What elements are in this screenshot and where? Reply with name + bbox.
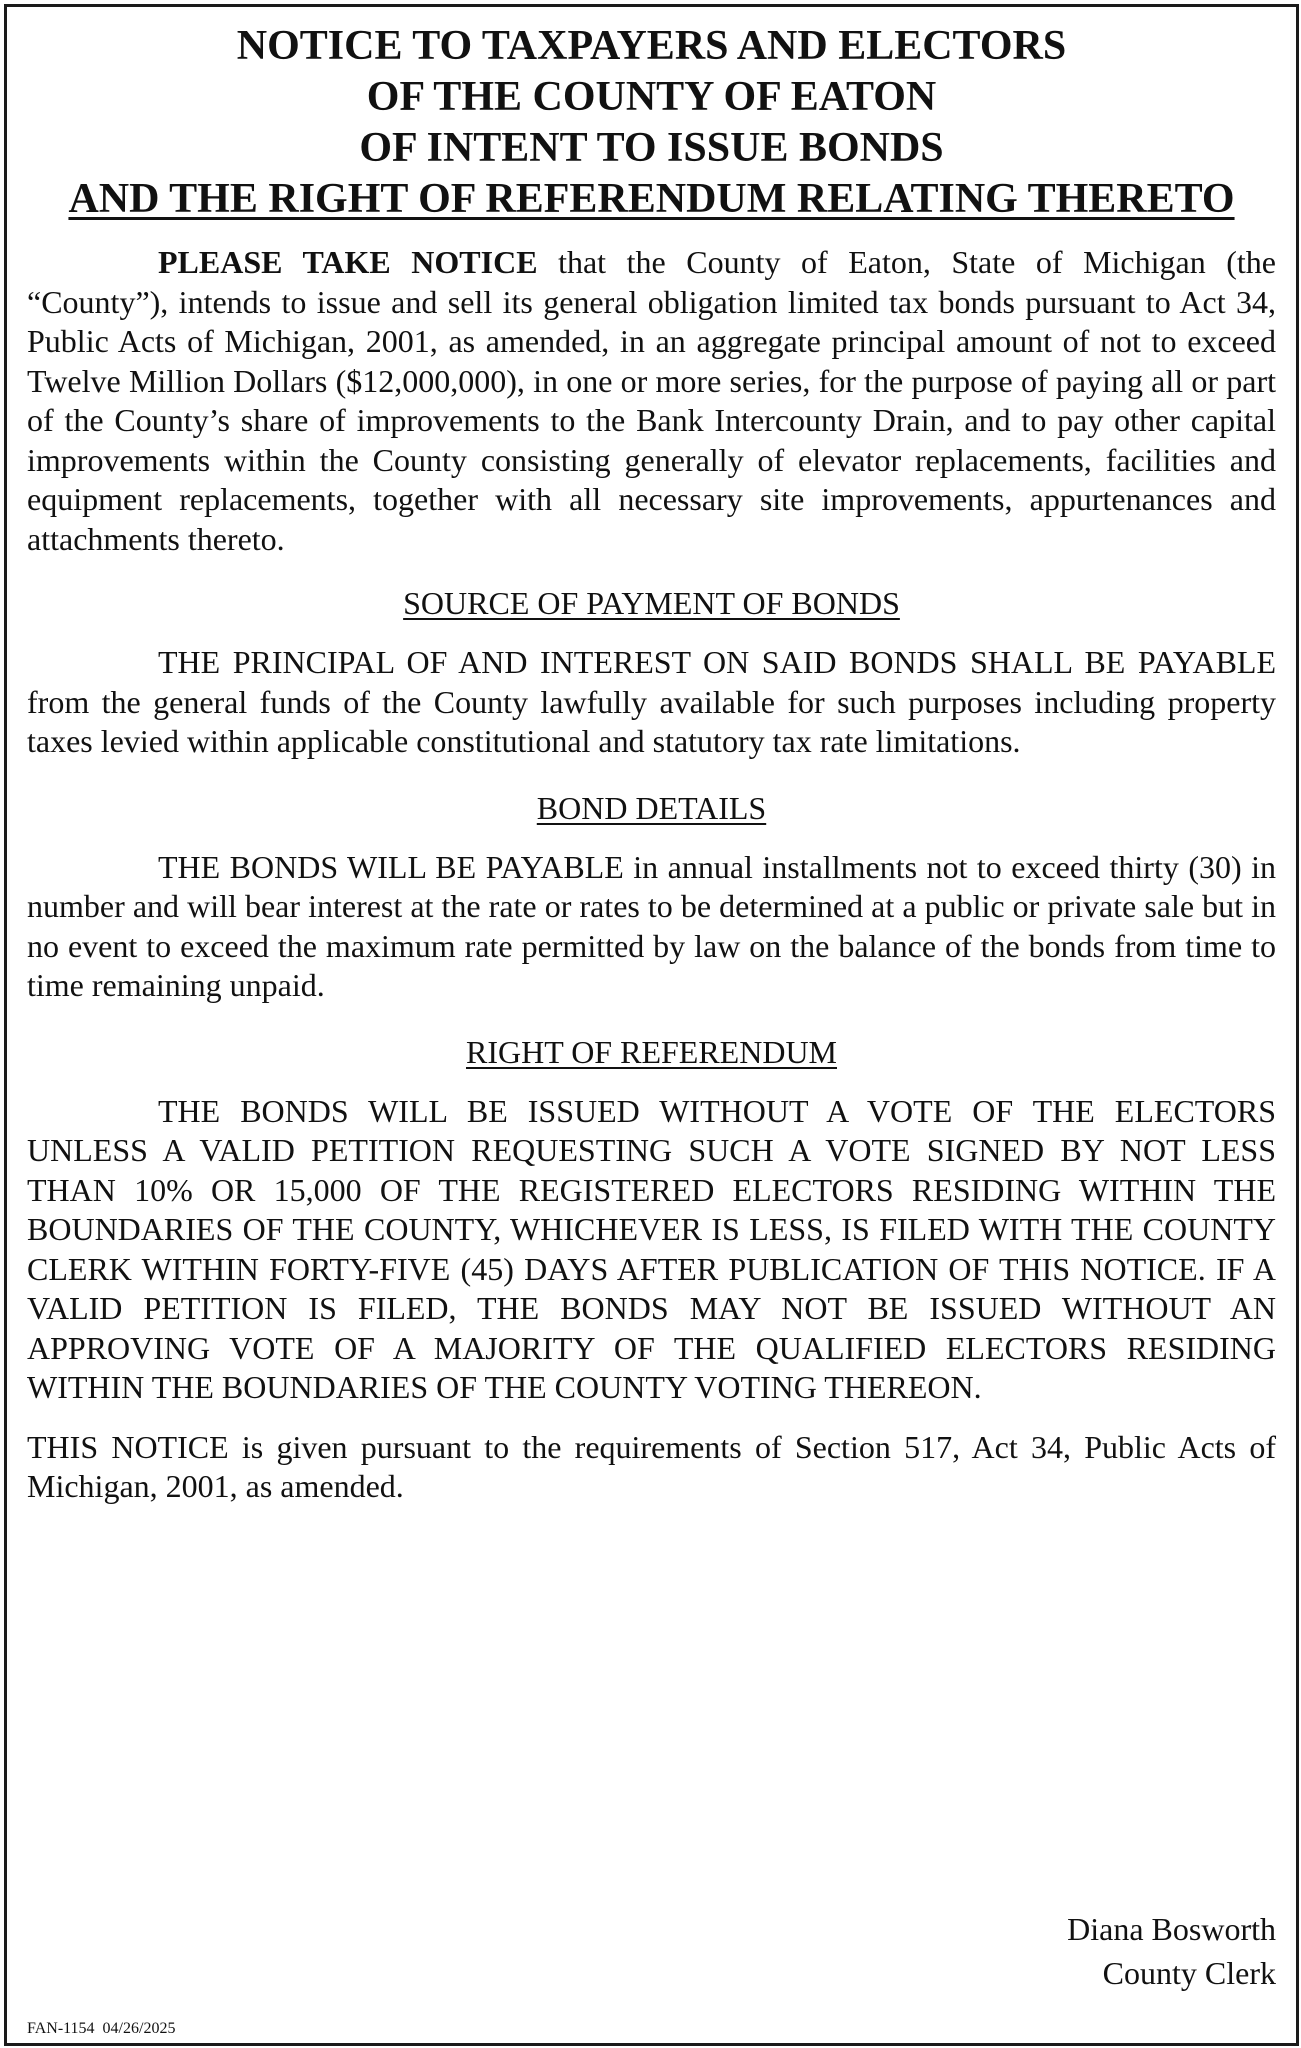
publication-code-text: FAN-1154 04/26/2025 xyxy=(27,2020,176,2037)
notice-frame xyxy=(4,4,1299,2046)
referendum-paragraph: THE BONDS WILL BE ISSUED WITHOUT A VOTE OF THE ELECTORS UNLESS A VALID PETITION REQUESTING SUCH A VOTE SIGNED BY NOT LESS THAN 10% OR 15,000 OF THE REGISTERED ELECTORS RESIDING WITHIN THE BOUNDARIES OF THE COUNTY, WHICHEVER IS LESS, IS FILED WITH THE COUNTY CLERK WITHIN FORTY-FIVE (45) DAYS AFTER PUBLICATION OF THIS NOTICE. IF A VALID PETITION IS FILED, THE BONDS MAY NOT BE ISSUED WITHOUT AN APPROVING VOTE OF A MAJORITY OF THE QUALIFIED ELECTORS RESIDING WITHIN THE BOUNDARIES OF THE COUNTY VOTING THEREON. xyxy=(27,1092,1276,1405)
notice-content xyxy=(27,17,1276,2043)
source-heading: SOURCE OF PAYMENT OF BONDS xyxy=(403,585,900,621)
title-line-1: NOTICE TO TAXPAYERS AND ELECTORS xyxy=(236,23,1067,69)
notice-title xyxy=(27,21,1276,225)
details-heading: BOND DETAILS xyxy=(536,789,767,826)
details-paragraph: THE BONDS WILL BE PAYABLE in annual installments not to exceed thirty (30) in number and will bear interest at the rate or rates to be determined at a public or private sale but in no event to exceed the maximum rate permitted by law on the balance of the bonds from time to time remaining unpaid. xyxy=(27,848,1276,1003)
title-line-4: AND THE RIGHT OF REFERENDUM RELATING THERETO xyxy=(68,176,1235,222)
signer-name: Diana Bosworth xyxy=(1067,1911,1276,1947)
source-paragraph: THE PRINCIPAL OF AND INTEREST ON SAID BONDS SHALL BE PAYABLE from the general funds of the County lawfully available for such purposes including property taxes levied within applicable constitutional and statutory tax rate limitations. xyxy=(27,644,1276,759)
title-line-3: OF INTENT TO ISSUE BONDS xyxy=(359,125,944,171)
publication-code xyxy=(27,2019,175,2039)
title-line-2: OF THE COUNTY OF EATON xyxy=(366,74,937,120)
intro-paragraph xyxy=(27,243,1276,559)
signer-title: County Clerk xyxy=(1102,1955,1276,1991)
intro-text: that the County of Eaton, State of Michigan (the “County”), intends to issue and sell its general obligation limited tax bonds pursuant to Act 34, Public Acts of Michigan, 2001, as amended, in an aggregate principal amount of not to exceed Twelve Million Dollars ($12,000,000), in one or more series, for the purpose of paying all or part of the County’s share of improvements to the Bank Intercounty Drain, and to pay other capital improvements within the County consisting generally of elevator replacements, facilities and equipment replacements, together with all necessary site improvements, appurtenances and attachments thereto. xyxy=(27,244,1277,557)
closing-paragraph: THIS NOTICE is given pursuant to the requirements of Section 517, Act 34, Public Acts of Michigan, 2001, as amended. xyxy=(27,1428,1276,1504)
intro-lead: PLEASE TAKE NOTICE xyxy=(158,244,538,280)
signature-block xyxy=(1067,1907,1276,1995)
referendum-heading: RIGHT OF REFERENDUM xyxy=(466,1033,837,1070)
